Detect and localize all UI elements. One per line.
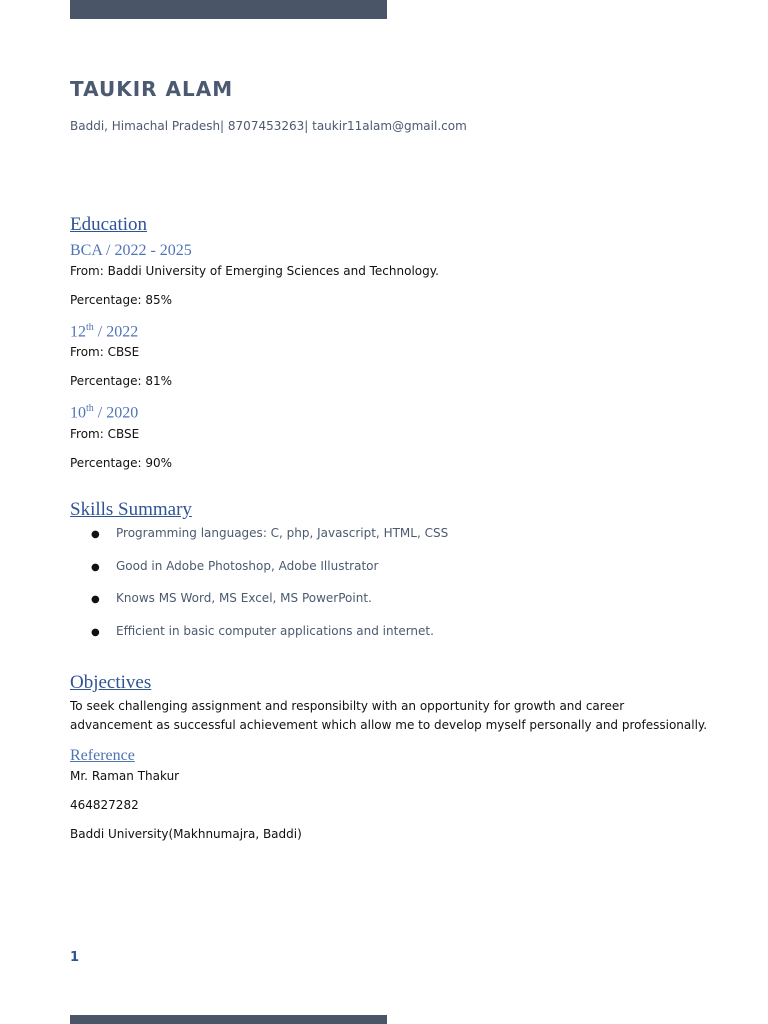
skill-item [91,559,378,573]
bullet-icon: ● [91,529,100,540]
reference-heading: Reference [70,747,135,764]
reference-organization: Baddi University(Makhnumajra, Baddi) [70,827,302,841]
skill-item-text: Knows MS Word, MS Excel, MS PowerPoint. [116,591,372,605]
skill-item [91,591,372,605]
education-10th-from: From: CBSE [70,427,140,441]
bullet-icon: ● [91,562,100,573]
skill-item-text: Good in Adobe Photoshop, Adobe Illustrator [116,559,379,573]
education-heading: Education [70,214,148,235]
skill-item-text: Programming languages: C, php, Javascript, HTML, CSS [116,526,449,540]
page-number: 1 [70,950,80,965]
reference-name: Mr. Raman Thakur [70,769,180,783]
education-12th-suffix: th [86,322,94,333]
contact-info: Baddi, Himachal Pradesh| 8707453263| taukir11alam@gmail.com [70,119,467,133]
education-bca-percentage: Percentage: 85% [70,293,173,307]
skills-heading: Skills Summary [70,499,192,520]
footer-accent-bar [70,1015,387,1024]
reference-phone: 464827282 [70,798,139,812]
education-12th-title [70,322,138,341]
skill-item [91,624,434,638]
candidate-name: TAUKIR ALAM [70,77,234,101]
education-bca-from: From: Baddi University of Emerging Sciences and Technology. [70,264,439,278]
education-12th-year: / 2022 [93,323,139,341]
education-10th-suffix: th [86,403,94,414]
bullet-icon: ● [91,627,100,638]
skill-item [91,526,448,540]
header-accent-bar [70,0,387,19]
bullet-icon: ● [91,594,100,605]
education-12th-from: From: CBSE [70,345,140,359]
education-10th-percentage: Percentage: 90% [70,456,173,470]
education-bca-title: BCA / 2022 - 2025 [70,242,192,259]
education-12th-num: 12 [70,323,86,341]
objectives-text: To seek challenging assignment and responsibilty with an opportunity for growth and career advancement as successful achievement which allow me to develop myself personally and professionally. [70,699,708,732]
objectives-heading: Objectives [70,672,152,693]
education-10th-title [70,403,138,422]
education-10th-num: 10 [70,404,86,422]
education-12th-percentage: Percentage: 81% [70,374,173,388]
skill-item-text: Efficient in basic computer applications and internet. [116,624,434,638]
education-10th-year: / 2020 [93,404,139,422]
